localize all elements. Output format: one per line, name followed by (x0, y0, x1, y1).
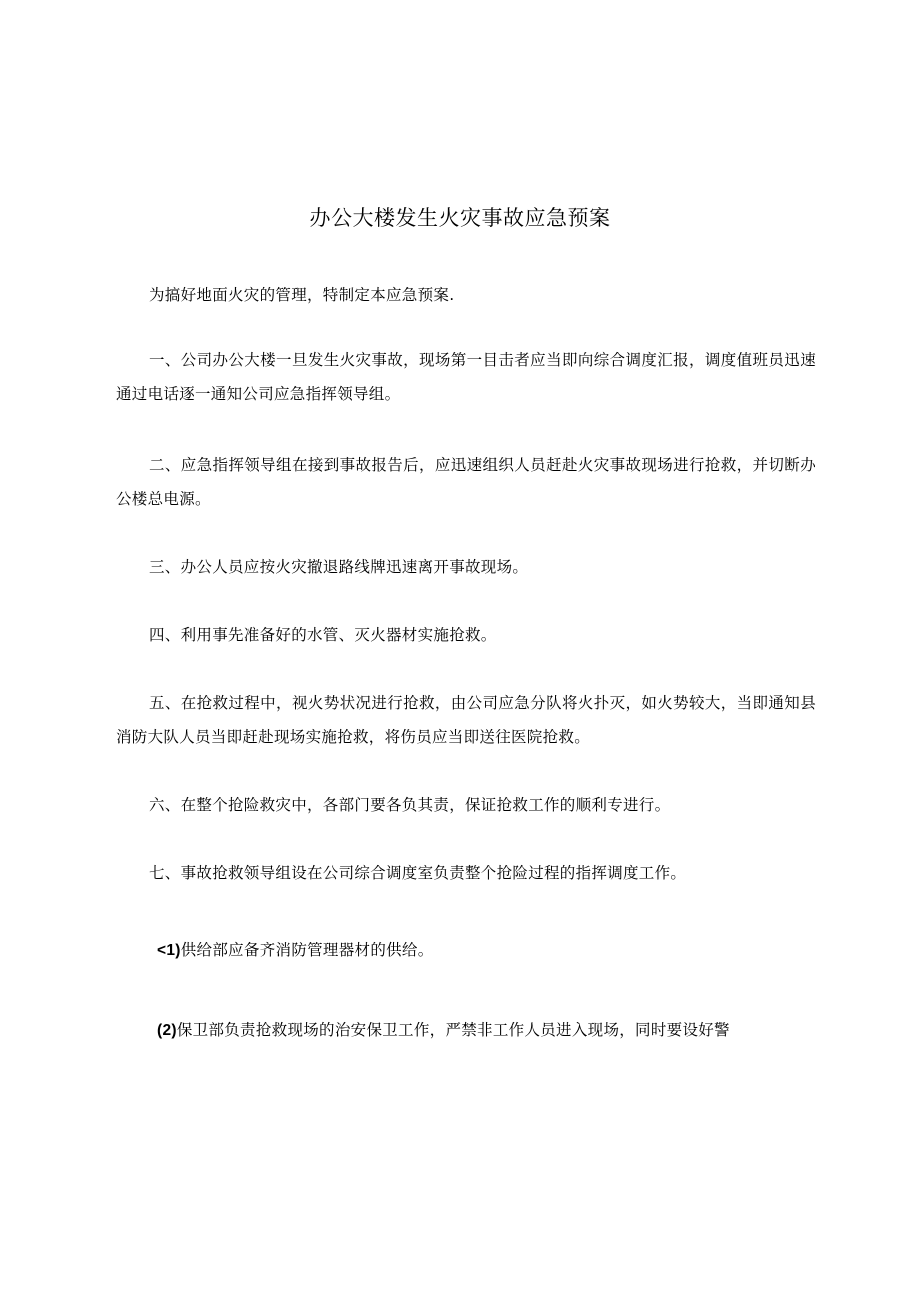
item-paragraph-5: 五、在抢救过程中，视火势状况进行抢救，由公司应急分队将火扑灭，如火势较大，当即通知县消防大队人员当即赶赴现场实施抢救，将伤员应当即送往医院抢救。 (116, 694, 816, 746)
item-paragraph-3: 三、办公人员应按火灾撤退路线牌迅速离开事故现场。 (149, 558, 529, 576)
document-title: 办公大楼发生火灾事故应急预案 (309, 206, 611, 230)
item-paragraph-1: 一、公司办公大楼一旦发生火灾事故，现场第一目击者应当即向综合调度汇报，调度值班员迅速通过电话逐一通知公司应急指挥领导组。 (116, 351, 816, 403)
intro-paragraph: 为搞好地面火灾的管理，特制定本应急预案. (149, 286, 455, 304)
sub-item-number: (2) (157, 1022, 177, 1039)
sub-item-text: 保卫部负责抢救现场的治安保卫工作，严禁非工作人员进入现场，同时要设好警 (176, 1021, 730, 1039)
sub-item-text: 供给部应备齐消防管理器材的供给。 (180, 941, 434, 959)
sub-item-number: <1) (157, 942, 181, 959)
item-paragraph-4: 四、利用事先准备好的水管、灭火器材实施抢救。 (149, 626, 497, 644)
sub-item-1 (157, 933, 817, 968)
sub-item-2 (157, 1013, 817, 1048)
item-paragraph-2: 二、应急指挥领导组在接到事故报告后，应迅速组织人员赶赴火灾事故现场进行抢救，并切断办公楼总电源。 (116, 456, 816, 508)
item-paragraph-7: 七、事故抢救领导组设在公司综合调度室负责整个抢险过程的指挥调度工作。 (149, 864, 687, 882)
item-paragraph-6: 六、在整个抢险救灾中，各部门要各负其责，保证抢救工作的顺利专进行。 (149, 796, 671, 814)
